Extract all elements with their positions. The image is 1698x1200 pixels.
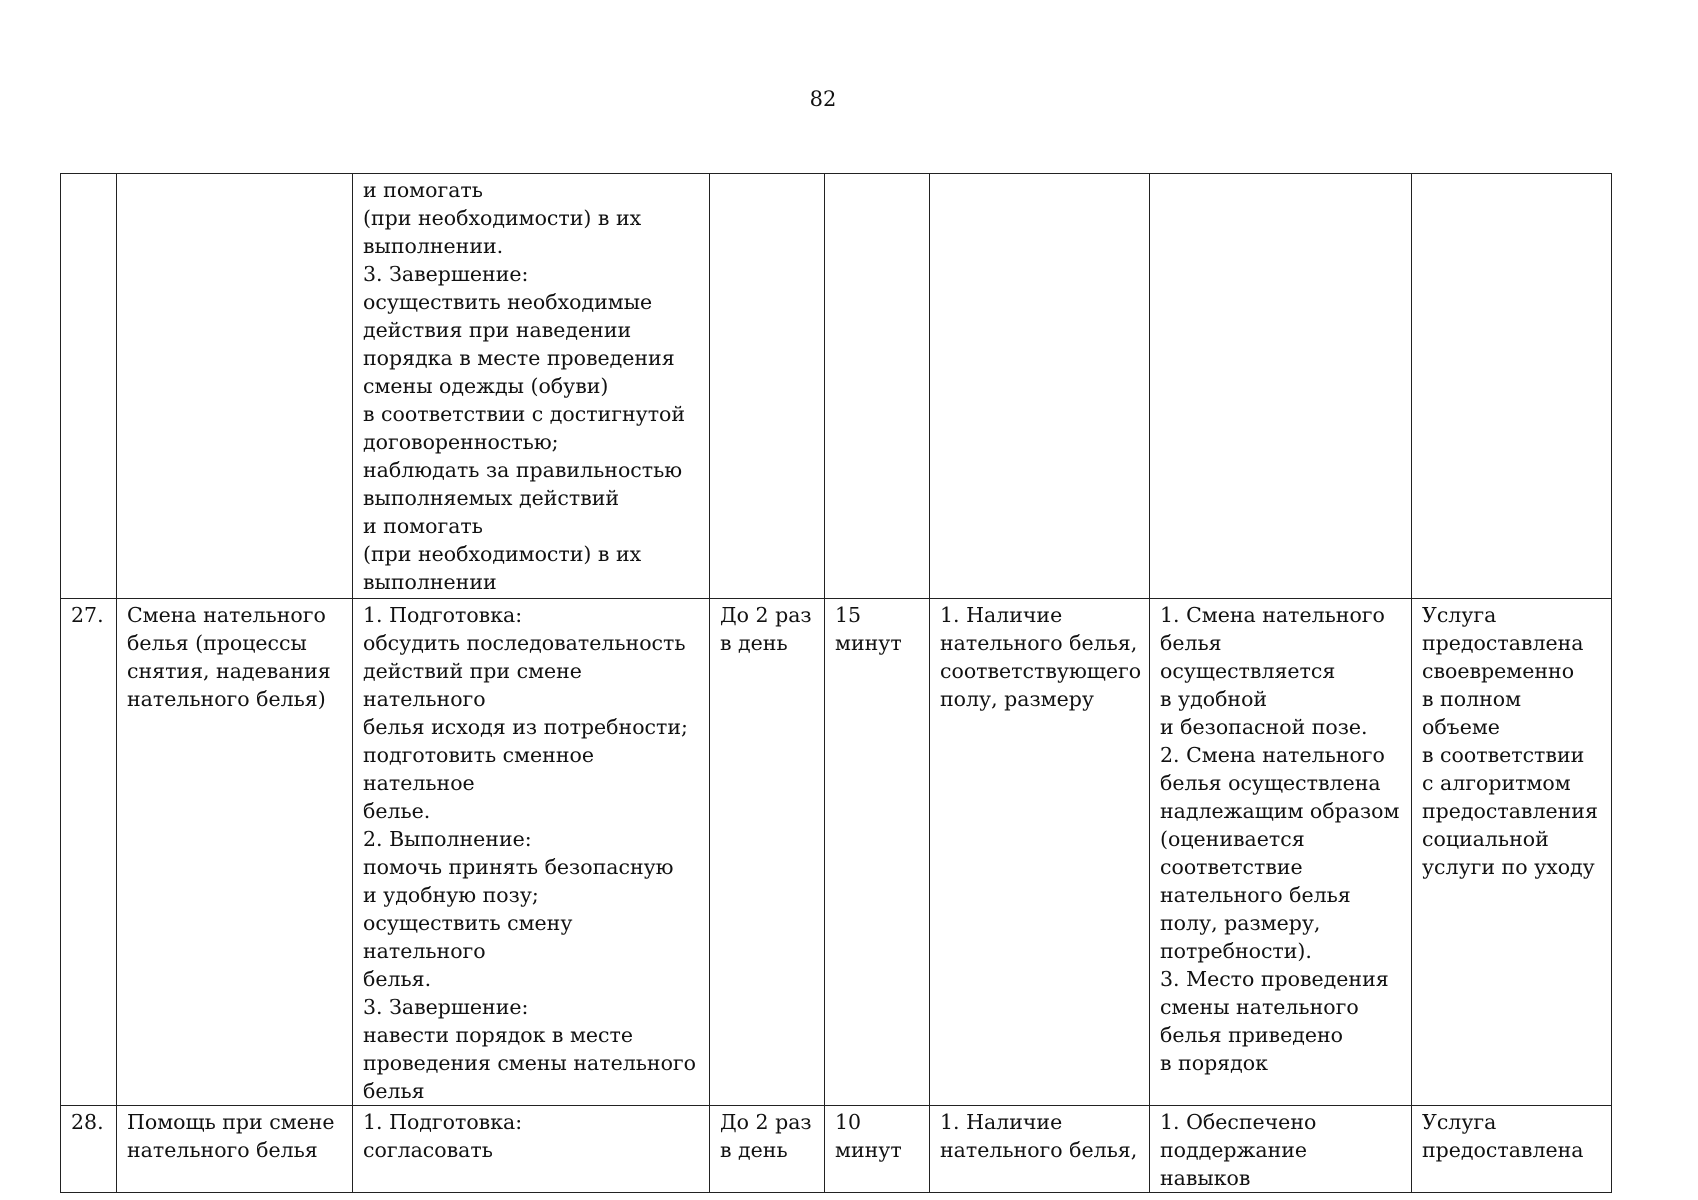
row-number: 27. bbox=[61, 599, 117, 1106]
service-duration: 10 минут bbox=[825, 1106, 930, 1193]
service-quality-indicators bbox=[1150, 174, 1412, 599]
service-description: и помогать (при необходимости) в их выполнении. 3. Завершение: осуществить необходимые действия при наведении порядка в месте проведения смены одежды (обуви) в соответствии с достигнутой договоренностью; наблюдать за правильностью выполняемых действий и помогать (при необходимости) в их выполнении bbox=[353, 174, 710, 599]
service-description: 1. Подготовка: согласовать bbox=[353, 1106, 710, 1193]
table-row bbox=[61, 174, 1612, 599]
service-result: Услуга предоставлена своевременно в полном объеме в соответствии с алгоритмом предоставления социальной услуги по уходу bbox=[1412, 599, 1612, 1106]
service-name: Смена нательного белья (процессы снятия, надевания нательного белья) bbox=[117, 599, 353, 1106]
service-quality-indicators: 1. Обеспечено поддержание навыков bbox=[1150, 1106, 1412, 1193]
service-frequency: До 2 раз в день bbox=[710, 1106, 825, 1193]
service-result bbox=[1412, 174, 1612, 599]
service-duration bbox=[825, 174, 930, 599]
service-frequency bbox=[710, 174, 825, 599]
service-conditions: 1. Наличие нательного белья, bbox=[930, 1106, 1150, 1193]
services-table bbox=[60, 173, 1612, 1193]
row-number bbox=[61, 174, 117, 599]
service-quality-indicators: 1. Смена нательного белья осуществляется в удобной и безопасной позе. 2. Смена нательного белья осуществлена надлежащим образом (оценивается соответствие нательного белья полу, размеру, потребности). 3. Место проведения смены нательного белья приведено в порядок bbox=[1150, 599, 1412, 1106]
service-duration: 15 минут bbox=[825, 599, 930, 1106]
service-name bbox=[117, 174, 353, 599]
table-row bbox=[61, 599, 1612, 1106]
table-row bbox=[61, 1106, 1612, 1193]
page-number: 82 bbox=[809, 87, 837, 111]
row-number: 28. bbox=[61, 1106, 117, 1193]
service-conditions: 1. Наличие нательного белья, соответствующего полу, размеру bbox=[930, 599, 1150, 1106]
service-frequency: До 2 раз в день bbox=[710, 599, 825, 1106]
service-result: Услуга предоставлена bbox=[1412, 1106, 1612, 1193]
service-conditions bbox=[930, 174, 1150, 599]
service-description: 1. Подготовка: обсудить последовательность действий при смене нательного белья исходя из потребности; подготовить сменное нательное белье. 2. Выполнение: помочь принять безопасную и удобную позу; осуществить смену нательного белья. 3. Завершение: навести порядок в месте проведения смены нательного белья bbox=[353, 599, 710, 1106]
service-name: Помощь при смене нательного белья bbox=[117, 1106, 353, 1193]
